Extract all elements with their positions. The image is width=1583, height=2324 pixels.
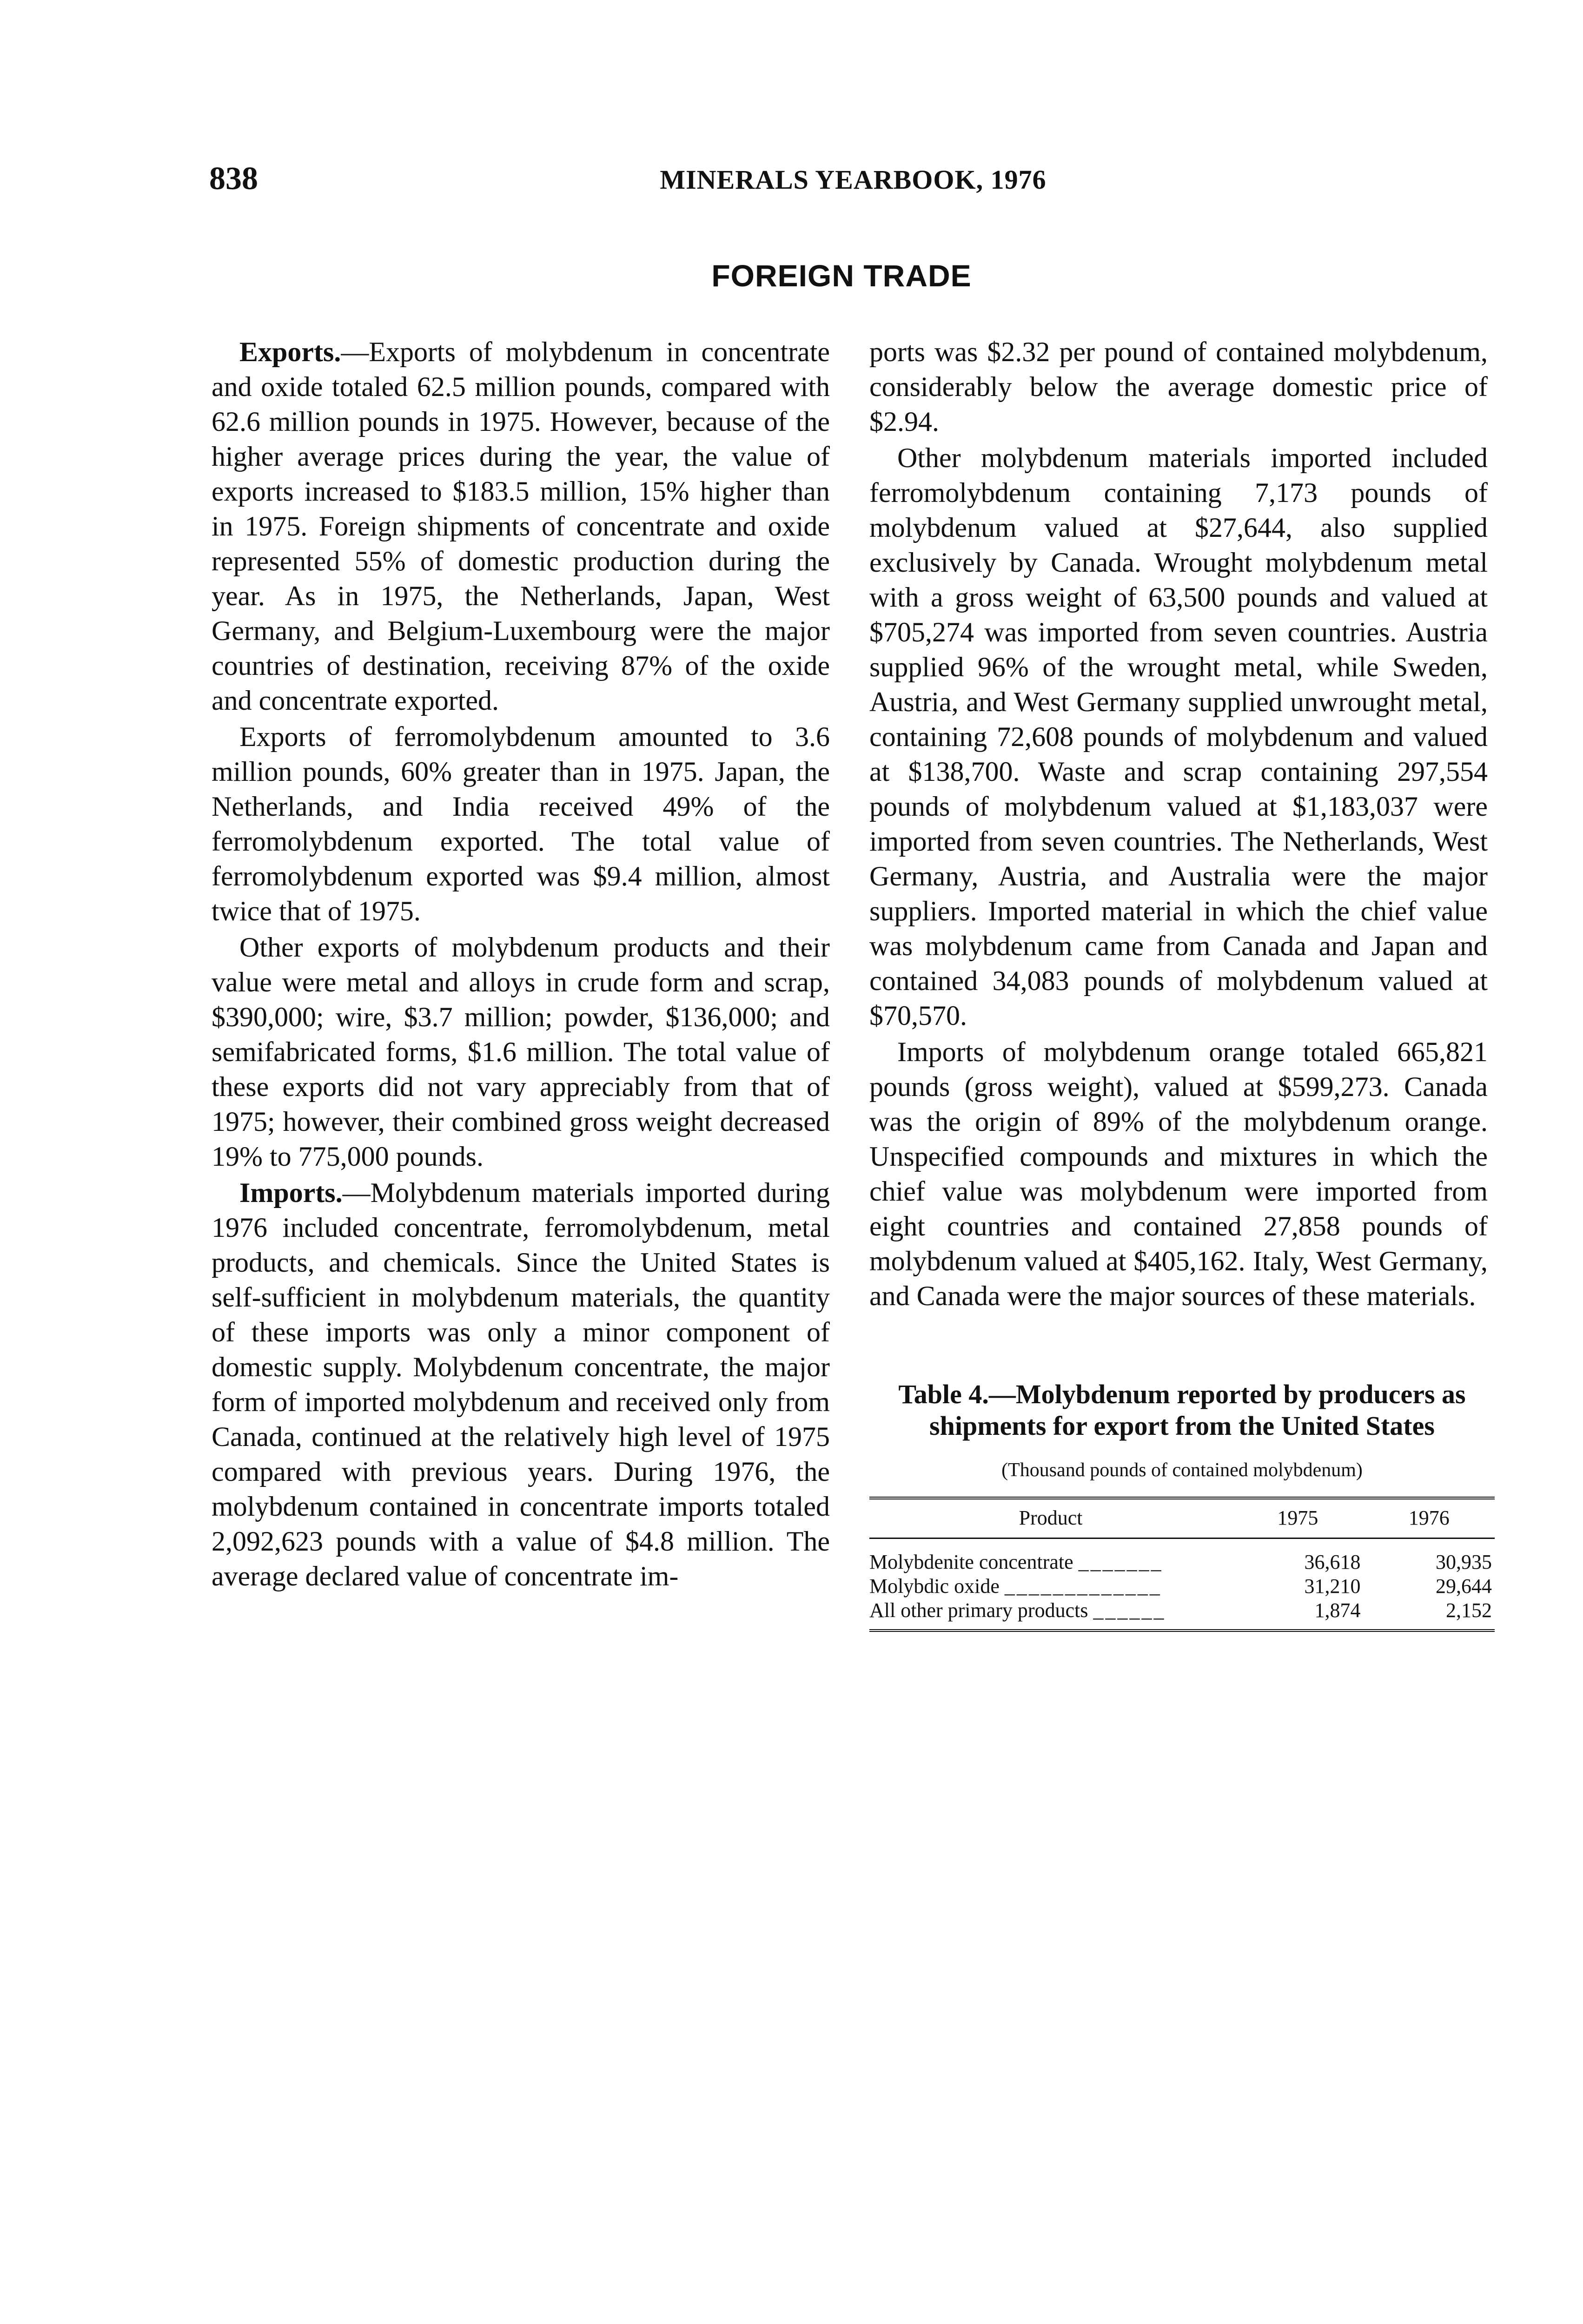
table-title: Table 4.—Molybdenum reported by producers as shipments for export from the United States xyxy=(898,1379,1466,1441)
section-title: FOREIGN TRADE xyxy=(711,258,972,293)
imports-run-in-heading: Imports. xyxy=(239,1177,343,1208)
imports-text: —Molybdenum materials imported during 1976 included concentrate, ferromolybdenum, metal products, and chemicals. Since the United States is self-sufficient in molybdenum materials, the quantity of these imports was only a minor component of domestic supply. Molybdenum concentrate, the major form of imported molybdenum and received only from Canada, continued at the relatively high level of 1975 compared with previous years. During 1976, the molybdenum contained in concentrate imports totaled 2,092,623 pounds with a value of $4.8 million. The average declared value of concentrate im- xyxy=(212,1177,830,1591)
paragraph-imports xyxy=(212,1175,830,1594)
row-product-cell xyxy=(869,1574,1232,1598)
table-row xyxy=(869,1538,1495,1575)
row-product-cell xyxy=(869,1598,1232,1631)
value-1976: 2,152 xyxy=(1446,1599,1492,1622)
product-label: All other primary products xyxy=(869,1599,1088,1622)
paragraph-other-exports: Other exports of molybdenum products and their value were metal and alloys in crude form and scrap, $390,000; wire, $3.7 million; powder, $136,000; and semifabricated forms, $1.6 million. The total value of these exports did not vary appreciably from that of 1975; however, their combined gross weight decreased 19% to 775,000 pounds. xyxy=(212,932,830,1172)
table-unit-note: (Thousand pounds of contained molybdenum) xyxy=(1001,1459,1363,1481)
leader-dots: ______ xyxy=(1093,1599,1166,1622)
value-1975: 31,210 xyxy=(1304,1575,1361,1598)
paragraph-molybdenum-orange: Imports of molybdenum orange totaled 665,821 pounds (gross weight), valued at $599,273. Canada was the origin of 89% of the molybdenum orange. Unspecified compounds and mixtures in which the chief value was molybdenum were imported from eight countries and contained 27,858 pounds of molybdenum valued at $405,162. Italy, West Germany, and Canada were the major sources of these materials. xyxy=(869,1037,1488,1311)
table-4 xyxy=(869,1379,1495,1632)
value-1975: 1,874 xyxy=(1314,1599,1361,1622)
running-title: MINERALS YEARBOOK, 1976 xyxy=(660,165,1047,195)
left-column xyxy=(212,335,830,1595)
value-1976: 30,935 xyxy=(1436,1551,1492,1573)
value-1975: 36,618 xyxy=(1304,1551,1361,1573)
row-product-cell xyxy=(869,1538,1232,1575)
exports-text: —Exports of molybdenum in concentrate and oxide totaled 62.5 million pounds, compared with 62.6 million pounds in 1975. However, because of the higher average prices during the year, the value of exports increased to $183.5 million, 15% higher than in 1975. Foreign shipments of concentrate and oxide represented 55% of domestic production during the year. As in 1975, the Netherlands, Japan, West Germany, and Belgium-Luxembourg were the major countries of destination, receiving 87% of the oxide and concentrate exported. xyxy=(212,337,830,716)
table-row xyxy=(869,1598,1495,1631)
paragraph-import-value-continued: ports was $2.32 per pound of contained molybdenum, considerably below the average domestic price of $2.94. xyxy=(869,337,1488,437)
running-header xyxy=(209,160,1497,202)
paragraph-other-imports: Other molybdenum materials imported included ferromolybdenum containing 7,173 pounds of molybdenum valued at $27,644, also supplied exclusively by Canada. Wrought molybdenum metal with a gross weight of 63,500 pounds and valued at $705,274 was imported from seven countries. Austria supplied 96% of the wrought metal, while Sweden, Austria, and West Germany supplied unwrought metal, containing 72,608 pounds of molybdenum and valued at $138,700. Waste and scrap containing 297,554 pounds of molybdenum valued at $1,183,037 were imported from seven countries. The Netherlands, West Germany, Austria, and Australia were the major suppliers. Imported material in which the chief value was molybdenum came from Canada and Japan and contained 34,083 pounds of molybdenum valued at $70,570. xyxy=(869,442,1488,1031)
column-header-1976: 1976 xyxy=(1408,1506,1450,1529)
paragraph-exports xyxy=(212,335,830,718)
export-shipments-table xyxy=(869,1497,1495,1632)
column-header-product: Product xyxy=(1019,1506,1083,1529)
product-label: Molybdic oxide xyxy=(869,1575,1000,1598)
page-number: 838 xyxy=(209,161,258,197)
exports-run-in-heading: Exports. xyxy=(239,337,341,367)
value-1976: 29,644 xyxy=(1436,1575,1492,1598)
right-column xyxy=(869,335,1492,1632)
leader-dots: _______ xyxy=(1078,1551,1163,1573)
table-row xyxy=(869,1574,1495,1598)
table-header-row xyxy=(869,1498,1495,1538)
column-header-1975: 1975 xyxy=(1277,1506,1318,1529)
leader-dots: _____________ xyxy=(1004,1575,1162,1598)
paragraph-ferromolybdenum-exports: Exports of ferromolybdenum amounted to 3.6 million pounds, 60% greater than in 1975. Japan, the Netherlands, and India received 49% of the ferromolybdenum exported. The total value of ferromolybdenum exported was $9.4 million, almost twice that of 1975. xyxy=(212,721,830,926)
product-label: Molybdenite concentrate xyxy=(869,1551,1073,1573)
